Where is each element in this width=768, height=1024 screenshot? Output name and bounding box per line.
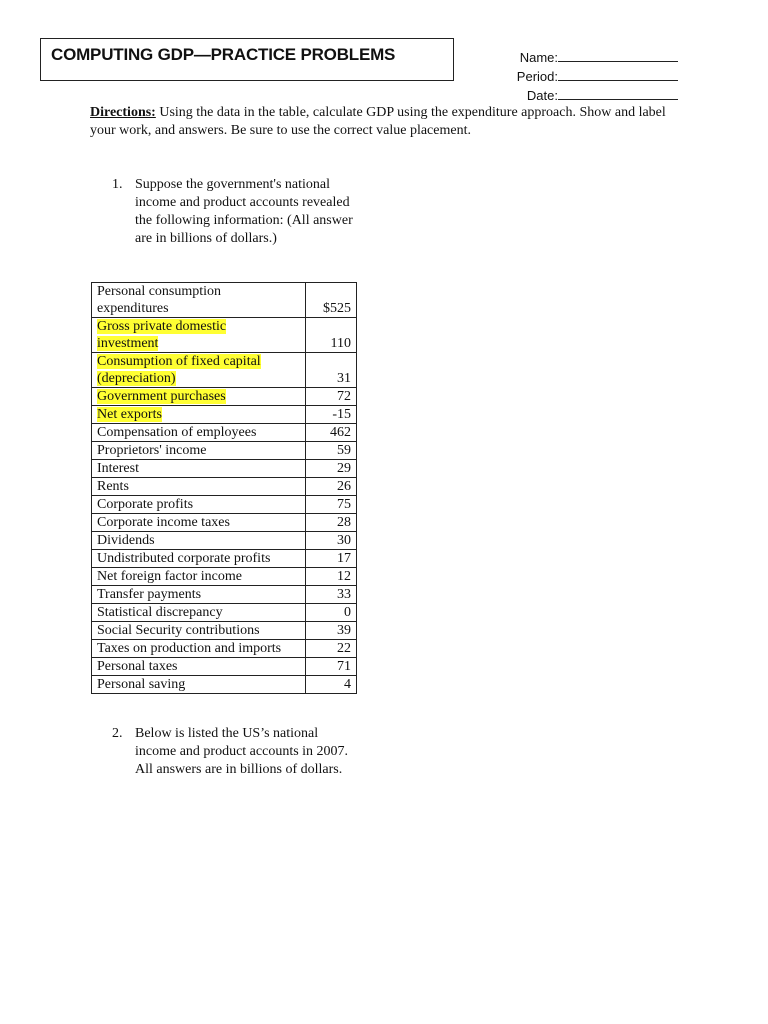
- row-label-cell: [92, 388, 306, 406]
- table-row: [92, 496, 357, 514]
- row-label-cell: [92, 318, 306, 353]
- name-blank: [558, 48, 678, 62]
- row-label-cell: [92, 640, 306, 658]
- row-label: Corporate income taxes: [97, 515, 230, 530]
- row-label: Net exports: [97, 407, 162, 422]
- name-label: Name:: [519, 50, 558, 65]
- table-row: [92, 442, 357, 460]
- period-label: Period:: [516, 69, 558, 84]
- row-value: 29: [306, 460, 357, 478]
- row-label-cell: [92, 442, 306, 460]
- row-label-cell: [92, 283, 306, 318]
- row-label: Government purchases: [97, 389, 226, 404]
- directions: [90, 104, 690, 140]
- table-row: [92, 283, 357, 318]
- row-value: 59: [306, 442, 357, 460]
- row-value: 12: [306, 568, 357, 586]
- row-label-cell: [92, 514, 306, 532]
- question-1-text: Suppose the government's national income and product accounts revealed the following information: (All answer are in billions of dollars.): [135, 177, 353, 246]
- table-row: [92, 532, 357, 550]
- row-label: Consumption of fixed capital: [97, 354, 261, 369]
- row-label-cell: [92, 353, 306, 388]
- title-box: [40, 38, 454, 81]
- row-label: Dividends: [97, 533, 155, 548]
- row-label-cell: [92, 424, 306, 442]
- row-value: $525: [306, 283, 357, 318]
- table-row: [92, 514, 357, 532]
- row-label: Personal saving: [97, 677, 186, 692]
- row-label: Undistributed corporate profits: [97, 551, 271, 566]
- row-value: 0: [306, 604, 357, 622]
- row-value: 22: [306, 640, 357, 658]
- row-label-cell: [92, 676, 306, 694]
- table-row: [92, 676, 357, 694]
- row-label: Social Security contributions: [97, 623, 260, 638]
- table-row: [92, 460, 357, 478]
- row-value: 72: [306, 388, 357, 406]
- row-label: Taxes on production and imports: [97, 641, 282, 656]
- table-row: [92, 318, 357, 353]
- student-info: [517, 48, 678, 105]
- row-label: Personal taxes: [97, 659, 178, 674]
- row-label-cell: [92, 496, 306, 514]
- row-value: 39: [306, 622, 357, 640]
- date-blank: [558, 86, 678, 100]
- row-label: (depreciation): [97, 371, 176, 386]
- table-row: [92, 406, 357, 424]
- period-blank: [558, 67, 678, 81]
- accounts-table: [91, 282, 357, 694]
- directions-text: Using the data in the table, calculate GDP using the expenditure approach. Show and label your work, and answers. Be sure to use the correct value placement.: [90, 105, 666, 138]
- row-label: Corporate profits: [97, 497, 194, 512]
- period-line: [517, 67, 678, 86]
- table-row: [92, 568, 357, 586]
- table-row: [92, 353, 357, 388]
- date-label: Date:: [526, 88, 558, 103]
- row-label-cell: [92, 604, 306, 622]
- row-label: Rents: [97, 479, 129, 494]
- date-line: [517, 86, 678, 105]
- question-2: [112, 725, 362, 779]
- row-value: 110: [306, 318, 357, 353]
- page-title: COMPUTING GDP—PRACTICE PROBLEMS: [51, 45, 396, 64]
- table-row: [92, 640, 357, 658]
- row-label: Net foreign factor income: [97, 569, 242, 584]
- table-row: [92, 550, 357, 568]
- row-label: investment: [97, 336, 159, 351]
- table-row: [92, 604, 357, 622]
- table-row: [92, 658, 357, 676]
- row-label-cell: [92, 478, 306, 496]
- table-row: [92, 478, 357, 496]
- table-row: [92, 586, 357, 604]
- table-row: [92, 622, 357, 640]
- name-line: [517, 48, 678, 67]
- row-value: 71: [306, 658, 357, 676]
- row-label-cell: [92, 658, 306, 676]
- row-value: 31: [306, 353, 357, 388]
- row-value: 17: [306, 550, 357, 568]
- row-label: Compensation of employees: [97, 425, 257, 440]
- row-label-cell: [92, 586, 306, 604]
- row-label: Proprietors' income: [97, 443, 207, 458]
- row-value: 30: [306, 532, 357, 550]
- row-label: Interest: [97, 461, 139, 476]
- row-label: Personal consumption: [97, 284, 222, 299]
- row-value: 75: [306, 496, 357, 514]
- row-label-cell: [92, 550, 306, 568]
- row-label-cell: [92, 622, 306, 640]
- row-label: expenditures: [97, 301, 169, 316]
- row-value: 26: [306, 478, 357, 496]
- row-label-cell: [92, 568, 306, 586]
- row-value: 28: [306, 514, 357, 532]
- row-value: 462: [306, 424, 357, 442]
- row-label-cell: [92, 460, 306, 478]
- directions-label: Directions:: [90, 105, 156, 120]
- accounts-table-body: [92, 283, 357, 694]
- row-label-cell: [92, 406, 306, 424]
- question-1-number: 1.: [112, 177, 123, 192]
- row-value: 33: [306, 586, 357, 604]
- table-row: [92, 388, 357, 406]
- row-label: Gross private domestic: [97, 319, 227, 334]
- table-row: [92, 424, 357, 442]
- row-value: 4: [306, 676, 357, 694]
- question-2-number: 2.: [112, 726, 123, 741]
- question-1: [112, 176, 362, 248]
- row-label: Transfer payments: [97, 587, 202, 602]
- row-value: -15: [306, 406, 357, 424]
- question-2-text: Below is listed the US’s national income and product accounts in 2007. All answers are in billions of dollars.: [135, 726, 349, 777]
- row-label-cell: [92, 532, 306, 550]
- row-label: Statistical discrepancy: [97, 605, 223, 620]
